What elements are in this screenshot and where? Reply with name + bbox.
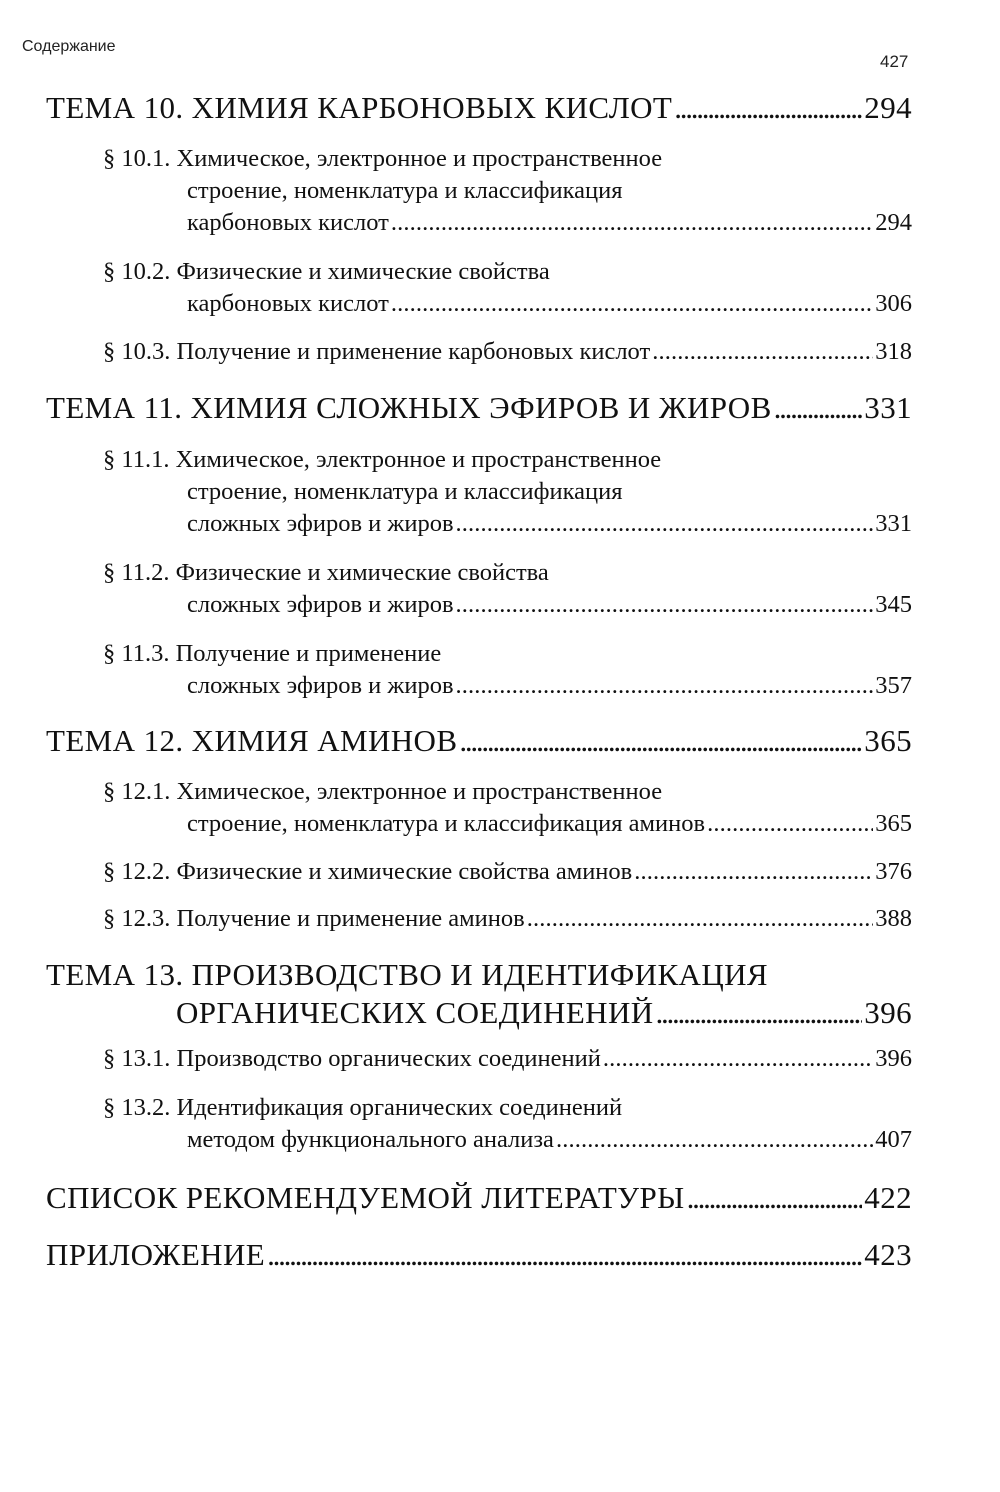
- section-title: § 10.3. Получение и применение карбоновых кислот: [103, 338, 651, 365]
- topic-title: ТЕМА 12. ХИМИЯ АМИНОВ: [46, 723, 458, 758]
- toc-section-12-3[interactable]: [103, 905, 912, 933]
- section-title: § 12.1. Химическое, электронное и пространственное: [103, 778, 663, 805]
- section-title: сложных эфиров и жиров: [187, 510, 454, 537]
- dot-leader: [391, 290, 873, 318]
- section-title: строение, номенклатура и классификация аминов: [187, 810, 706, 837]
- topic-title: ТЕМА 10. ХИМИЯ КАРБОНОВЫХ КИСЛОТ: [46, 90, 673, 125]
- dot-leader: [556, 1126, 873, 1154]
- section-title: карбоновых кислот: [187, 209, 389, 236]
- section-title: сложных эфиров и жиров: [187, 591, 454, 618]
- running-head: Содержание: [22, 38, 116, 55]
- section-page: 357: [875, 672, 912, 699]
- toc-topic-12[interactable]: [46, 723, 912, 759]
- page-number: 427: [880, 52, 909, 71]
- topic-page: 294: [864, 90, 912, 125]
- dot-leader: [656, 995, 863, 1031]
- section-line: [187, 810, 912, 838]
- topic-line: [46, 957, 768, 993]
- section-line: [187, 591, 912, 619]
- section-title: § 10.1. Химическое, электронное и пространственное: [103, 145, 663, 172]
- section-line: [103, 778, 662, 806]
- dot-leader: [634, 858, 873, 886]
- section-line: [103, 258, 550, 286]
- section-line: [103, 446, 661, 474]
- dot-leader: [674, 90, 862, 126]
- section-page: 407: [875, 1126, 912, 1153]
- section-line: [187, 177, 623, 205]
- topic-title: ПРИЛОЖЕНИЕ: [46, 1237, 266, 1272]
- topic-title: ТЕМА 11. ХИМИЯ СЛОЖНЫХ ЭФИРОВ И ЖИРОВ: [46, 390, 772, 425]
- toc-section-10-3[interactable]: [103, 338, 912, 366]
- dot-leader: [456, 672, 874, 700]
- dot-leader: [774, 390, 863, 426]
- section-line: [187, 672, 912, 700]
- topic-page: 396: [864, 995, 912, 1030]
- topic-page: 365: [864, 723, 912, 758]
- section-page: 331: [875, 510, 912, 537]
- section-line: [103, 1094, 622, 1122]
- section-line: [187, 1126, 912, 1154]
- section-title: строение, номенклатура и классификация: [187, 478, 623, 505]
- section-line: [103, 145, 662, 173]
- section-title: § 11.2. Физические и химические свойства: [103, 559, 549, 586]
- section-line: [103, 640, 441, 668]
- section-title: методом функционального анализа: [187, 1126, 554, 1153]
- section-line: [187, 478, 623, 506]
- section-page: 376: [875, 858, 912, 885]
- dot-leader: [527, 905, 874, 933]
- section-line: [187, 290, 912, 318]
- section-page: 365: [875, 810, 912, 837]
- topic-page: 422: [864, 1180, 912, 1215]
- toc-topic-10[interactable]: [46, 90, 912, 126]
- dot-leader: [267, 1237, 862, 1273]
- section-page: 388: [875, 905, 912, 932]
- section-title: § 13.1. Производство органических соединений: [103, 1045, 601, 1072]
- dot-leader: [652, 338, 873, 366]
- topic-page: 423: [864, 1237, 912, 1272]
- section-page: 318: [875, 338, 912, 365]
- dot-leader: [687, 1180, 863, 1216]
- section-title: § 10.2. Физические и химические свойства: [103, 258, 550, 285]
- topic-title: ОРГАНИЧЕСКИХ СОЕДИНЕНИЙ: [176, 995, 654, 1030]
- section-title: § 11.1. Химическое, электронное и пространственное: [103, 446, 662, 473]
- dot-leader: [391, 209, 873, 237]
- section-page: 396: [875, 1045, 912, 1072]
- toc-bibliography[interactable]: [46, 1180, 912, 1216]
- section-title: карбоновых кислот: [187, 290, 389, 317]
- section-line: [103, 559, 549, 587]
- section-title: строение, номенклатура и классификация: [187, 177, 623, 204]
- topic-title: СПИСОК РЕКОМЕНДУЕМОЙ ЛИТЕРАТУРЫ: [46, 1180, 685, 1215]
- toc-section-13-1[interactable]: [103, 1045, 912, 1073]
- topic-page: 331: [864, 390, 912, 425]
- section-line: [187, 209, 912, 237]
- dot-leader: [707, 810, 873, 838]
- section-title: § 12.3. Получение и применение аминов: [103, 905, 525, 932]
- dot-leader: [459, 723, 862, 759]
- toc-appendix[interactable]: [46, 1237, 912, 1273]
- topic-title: ТЕМА 13. ПРОИЗВОДСТВО И ИДЕНТИФИКАЦИЯ: [46, 957, 768, 992]
- section-page: 345: [875, 591, 912, 618]
- dot-leader: [456, 510, 874, 538]
- section-title: § 13.2. Идентификация органических соединений: [103, 1094, 623, 1121]
- section-page: 306: [875, 290, 912, 317]
- toc-section-12-2[interactable]: [103, 858, 912, 886]
- section-title: сложных эфиров и жиров: [187, 672, 454, 699]
- section-line: [187, 510, 912, 538]
- dot-leader: [603, 1045, 873, 1073]
- section-title: § 12.2. Физические и химические свойства аминов: [103, 858, 633, 885]
- section-page: 294: [875, 209, 912, 236]
- dot-leader: [456, 591, 874, 619]
- topic-line: [176, 995, 912, 1031]
- section-title: § 11.3. Получение и применение: [103, 640, 442, 667]
- toc-topic-11[interactable]: [46, 390, 912, 426]
